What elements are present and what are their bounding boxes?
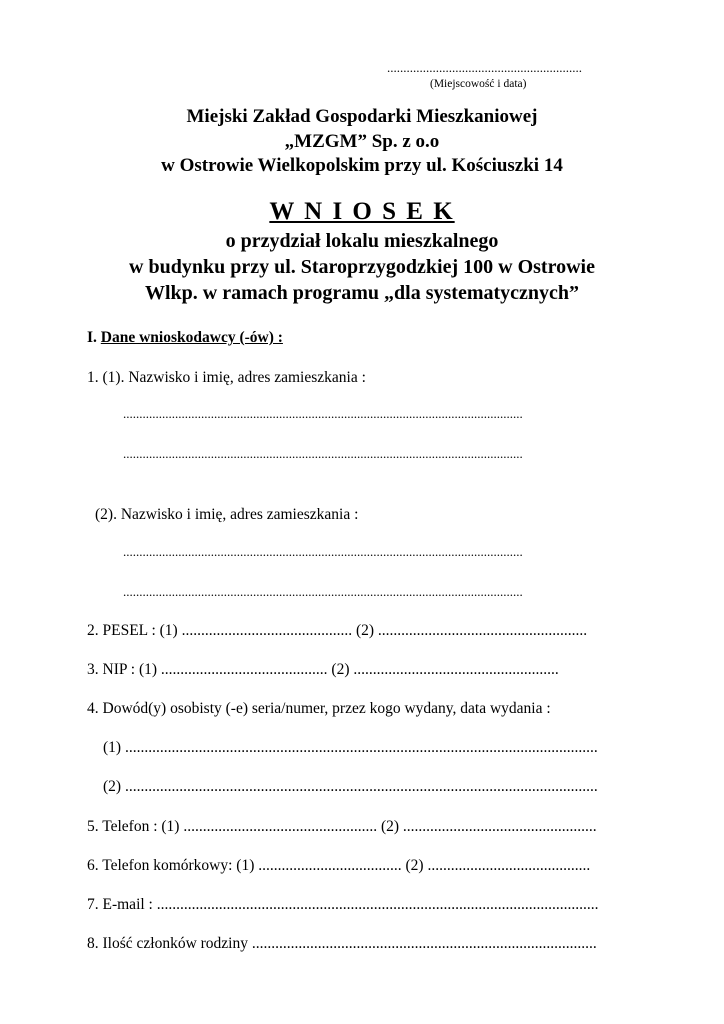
id-document-line-2[interactable]: (2) .......................................................................................................................... [103,778,598,795]
org-company: „MZGM” Sp. z o.o [284,131,440,152]
pesel-field[interactable]: 2. PESEL : (1) ............................................ (2) ...................................................... [87,622,588,639]
id-document-label: 4. Dowód(y) osobisty (-e) seria/numer, przez kogo wydany, data wydania : [87,700,551,717]
nip-field[interactable]: 3. NIP : (1) ........................................... (2) ..................................................... [87,661,559,678]
document-title: W N I O S E K [269,198,455,225]
phone-field[interactable]: 5. Telefon : (1) .................................................. (2) .................................................. [87,818,597,835]
family-members-field[interactable]: 8. Ilość członków rodziny ......................................................................................... [87,935,597,952]
document-subtitle-1: o przydział lokalu mieszkalnego [225,230,499,252]
section-heading [87,329,283,347]
document-subtitle-2: w budynku przy ul. Staroprzygodzkiej 100 w Ostrowie [129,256,595,278]
applicant1-line-2[interactable]: ........................................................................................................................... [123,446,523,461]
place-date-label: (Miejscowość i data) [430,78,527,90]
email-field[interactable]: 7. E-mail : .................................................................................................................. [87,896,599,913]
applicant2-label: (2). Nazwisko i imię, adres zamieszkania : [95,506,359,523]
applicant2-line-1[interactable]: ........................................................................................................................... [123,544,523,559]
applicant1-line-1[interactable]: ........................................................................................................................... [123,406,523,421]
document-subtitle-3: Wlkp. w ramach programu „dla systematycznych” [144,282,580,304]
section-title: Dane wnioskodawcy (-ów) : [100,329,283,346]
applicant2-line-2[interactable]: ........................................................................................................................... [123,584,523,599]
id-document-line-1[interactable]: (1) .......................................................................................................................... [103,739,598,756]
applicant1-label: 1. (1). Nazwisko i imię, adres zamieszkania : [87,369,366,386]
org-name: Miejski Zakład Gospodarki Mieszkaniowej [186,106,538,127]
place-date-field[interactable]: ............................................................ [387,60,582,75]
section-number: I. [87,329,97,346]
org-address: w Ostrowie Wielkopolskim przy ul. Kościuszki 14 [161,155,563,176]
mobile-field[interactable]: 6. Telefon komórkowy: (1) ..................................... (2) .......................................... [87,857,591,874]
